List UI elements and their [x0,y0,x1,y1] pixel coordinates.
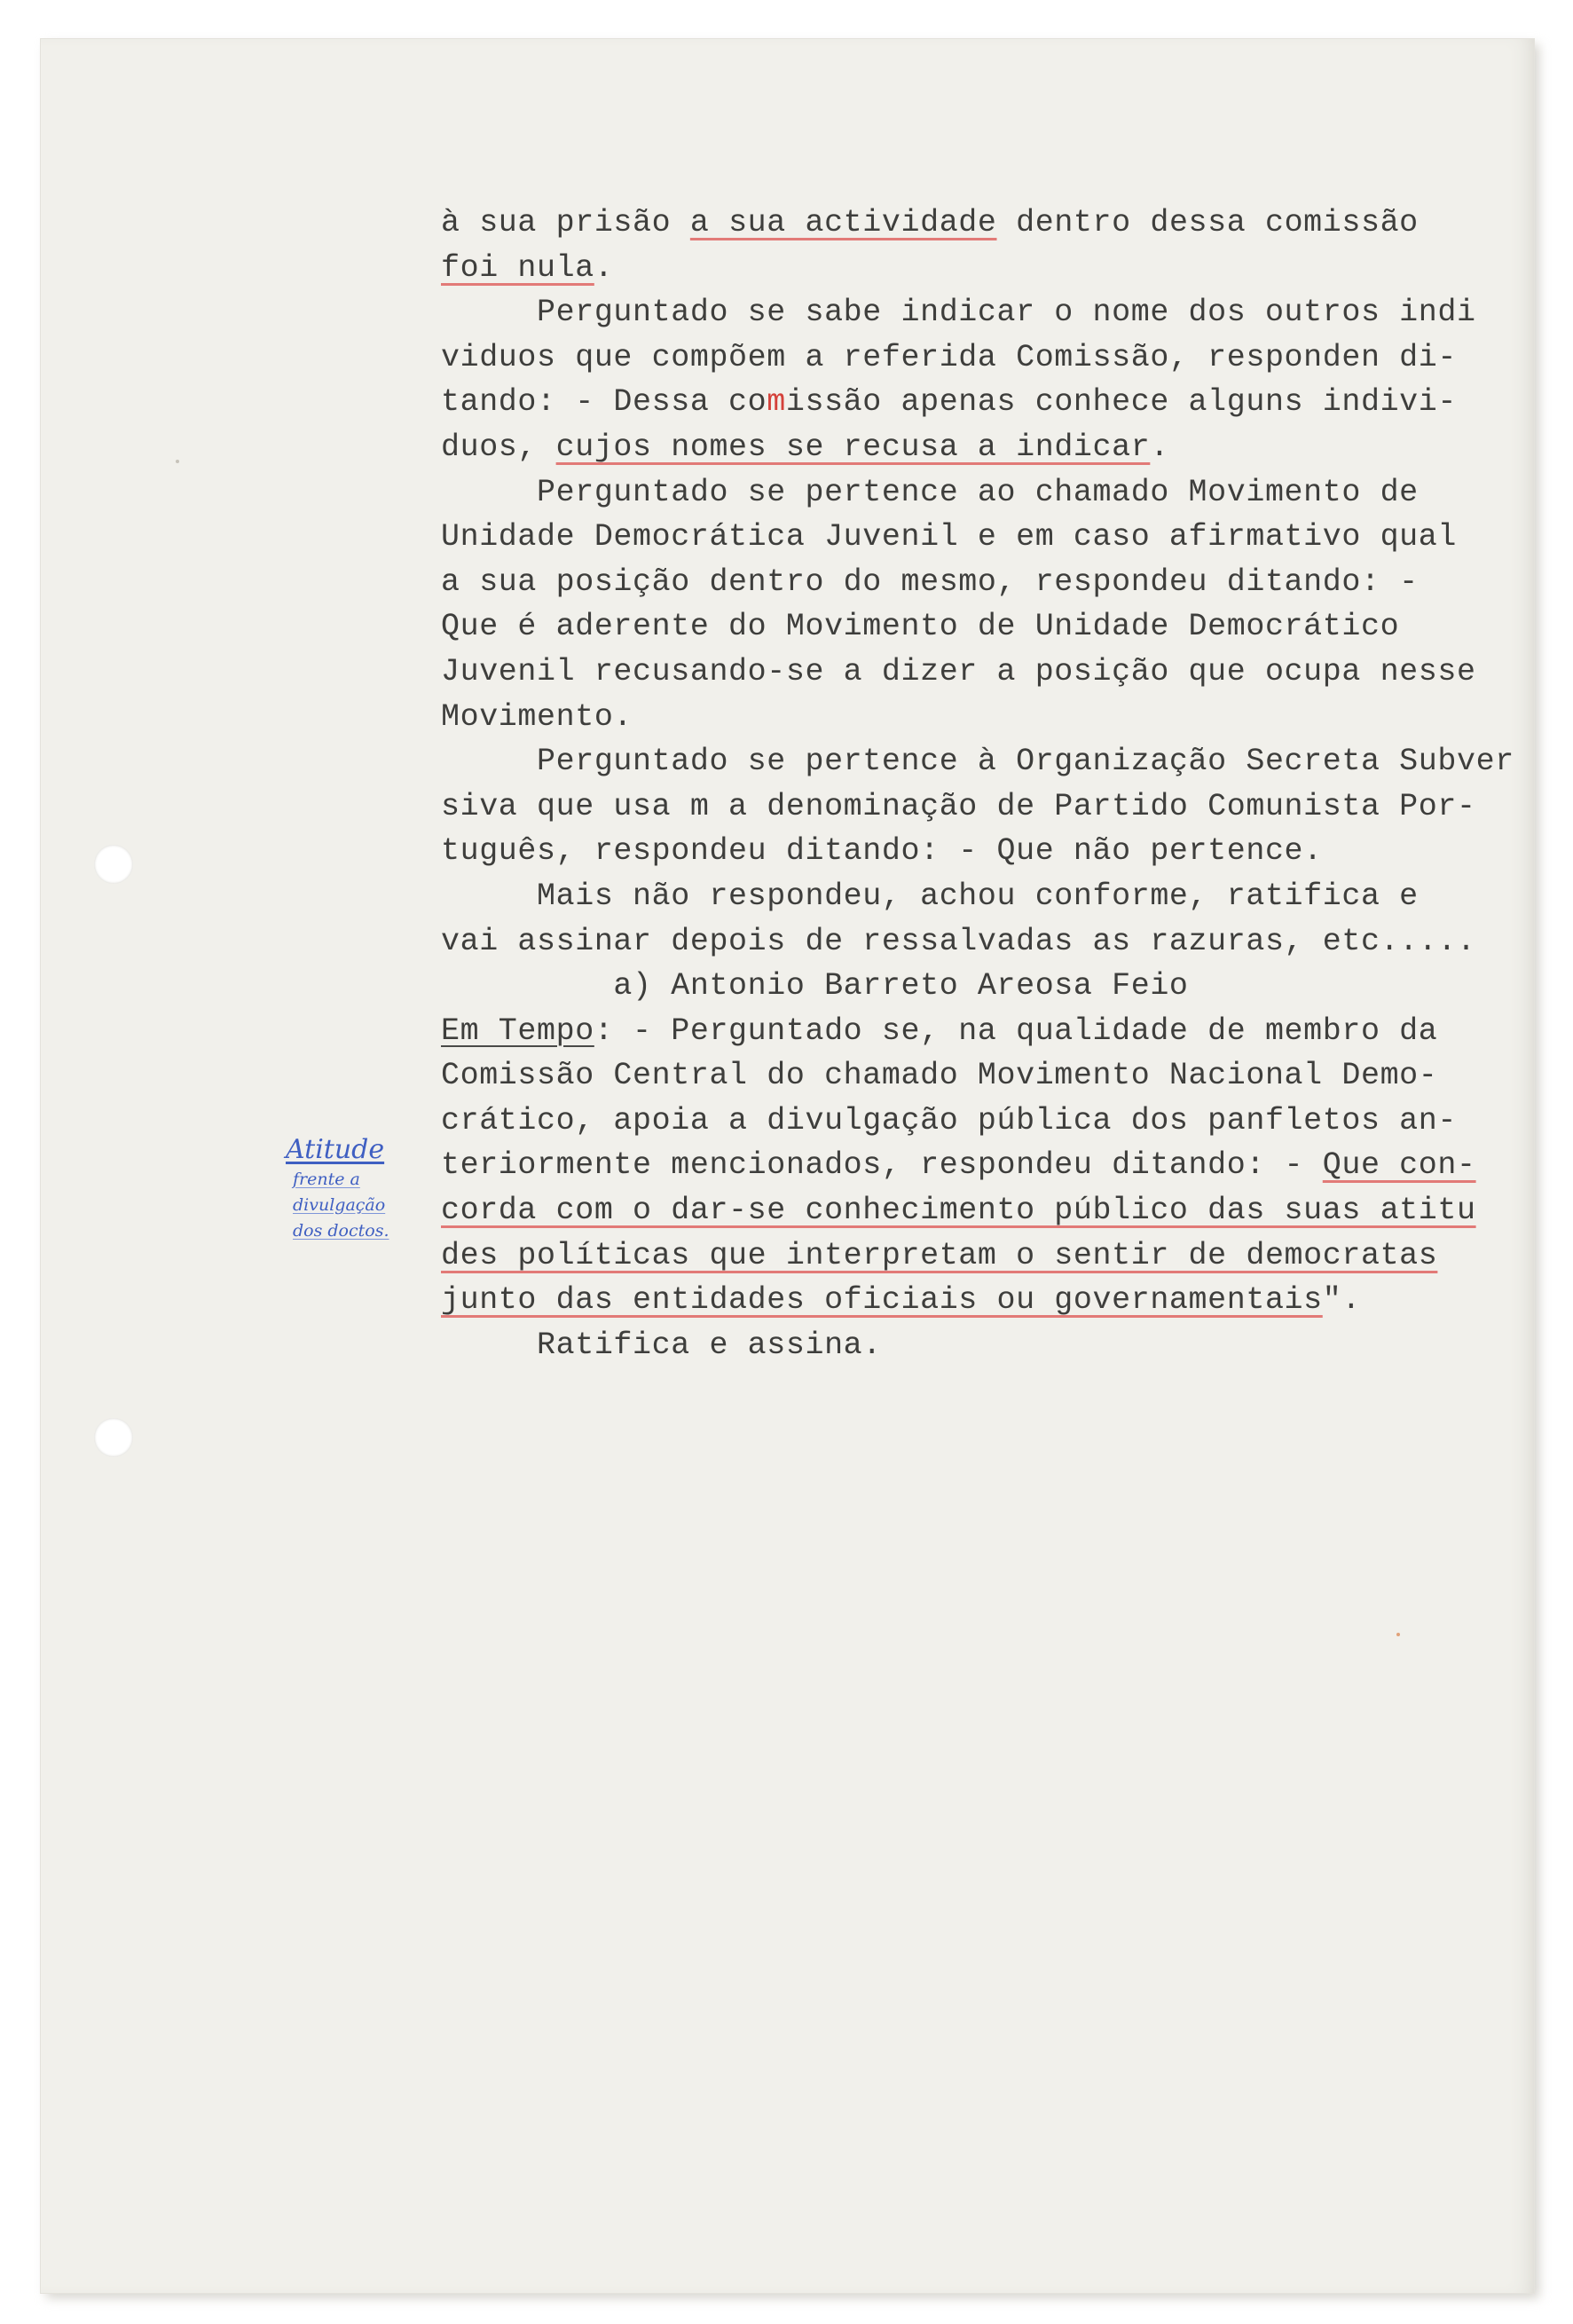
red-underlined-text: corda com o dar-se conhecimento público das suas atitu [441,1193,1476,1229]
text-segment: Juvenil recusando-se a dizer a posição que ocupa nesse [441,653,1476,689]
text-segment: a) Antonio Barreto Areosa Feio [441,968,1189,1004]
handwritten-margin-note [286,1134,428,1246]
typewritten-text [441,201,1514,1367]
text-line [441,1188,1506,1233]
paper-speck [176,460,179,463]
text-line [441,470,1506,516]
red-underlined-text: des políticas que interpretam o sentir de democratas [441,1237,1438,1273]
red-underlined-text: cujos nomes se recusa a indicar [555,429,1151,465]
text-line [441,335,1506,381]
text-line [441,650,1506,695]
red-underlined-text: Que con- [1322,1147,1476,1184]
text-segment: tando: - Dessa co [441,384,767,421]
text-segment: . [1150,429,1169,465]
text-segment: à sua prisão [441,205,690,240]
text-segment: dentro dessa comissão [996,205,1419,240]
text-segment: Perguntado se pertence ao chamado Movimento de [441,474,1419,510]
red-underlined-text: junto das entidades oficiais ou governamentais [441,1282,1323,1319]
text-line [441,246,1506,291]
text-line [441,560,1506,605]
text-line [441,964,1506,1009]
text-segment: Unidade Democrática Juvenil e em caso afirmativo qual [441,519,1457,555]
text-segment: teriormente mencionados, respondeu ditando: - [441,1147,1323,1184]
paper-speck [1396,1633,1400,1636]
text-line [441,1009,1506,1054]
punch-hole-bottom [94,1418,133,1457]
text-line [441,1099,1506,1144]
text-segment: Comissão Central do chamado Movimento Nacional Demo- [441,1058,1438,1094]
margin-note-title: Atitude [286,1134,385,1165]
text-line [441,1143,1506,1188]
text-line [441,695,1506,740]
punch-hole-top [94,845,133,884]
red-underlined-text: foi nula [441,249,594,286]
text-line [441,784,1506,830]
text-segment: Mais não respondeu, achou conforme, ratifica e [441,878,1419,914]
text-segment: crático, apoia a divulgação pública dos panfletos an- [441,1102,1457,1138]
margin-note-line: frente a [293,1170,360,1189]
text-line [441,919,1506,965]
red-correction: m [767,384,786,421]
text-segment: : - Perguntado se, na qualidade de membro da [594,1012,1438,1049]
text-segment: ". [1322,1282,1361,1319]
text-segment: tuguês, respondeu ditando: - Que não pertence. [441,833,1323,870]
text-segment: siva que usa m a denominação de Partido Comunista Por- [441,788,1476,824]
text-segment: Perguntado se sabe indicar o nome dos outros indi [441,295,1476,331]
text-segment: Movimento. [441,698,633,735]
text-line [441,1053,1506,1099]
text-line [441,829,1506,874]
text-segment: vai assinar depois de ressalvadas as razuras, etc..... [441,923,1476,959]
underlined-heading: Em Tempo [441,1012,594,1049]
text-line [441,201,1506,246]
text-segment: . [594,249,614,286]
text-segment: Ratifica e assina. [441,1327,882,1363]
text-line [441,739,1514,784]
red-underlined-text: a sua actividade [689,205,997,240]
text-line [441,515,1506,560]
text-line [441,1323,1506,1368]
text-line [441,290,1506,335]
margin-note-line: divulgação [293,1194,386,1215]
text-line [441,425,1506,470]
text-segment: Perguntado se pertence à Organização Secreta Subver [441,744,1514,780]
text-line [441,874,1506,919]
text-line [441,1278,1506,1323]
text-segment: Que é aderente do Movimento de Unidade Democrático [441,609,1400,645]
text-segment: duos, [441,429,556,465]
text-segment: a sua posição dentro do mesmo, respondeu ditando: - [441,563,1419,600]
text-line [441,380,1506,425]
text-line [441,604,1506,650]
text-segment: viduos que compõem a referida Comissão, responden di- [441,339,1457,375]
text-segment: issão apenas conhece alguns indivi- [785,384,1457,421]
margin-note-line: dos doctos. [293,1220,389,1241]
text-line [441,1233,1506,1279]
